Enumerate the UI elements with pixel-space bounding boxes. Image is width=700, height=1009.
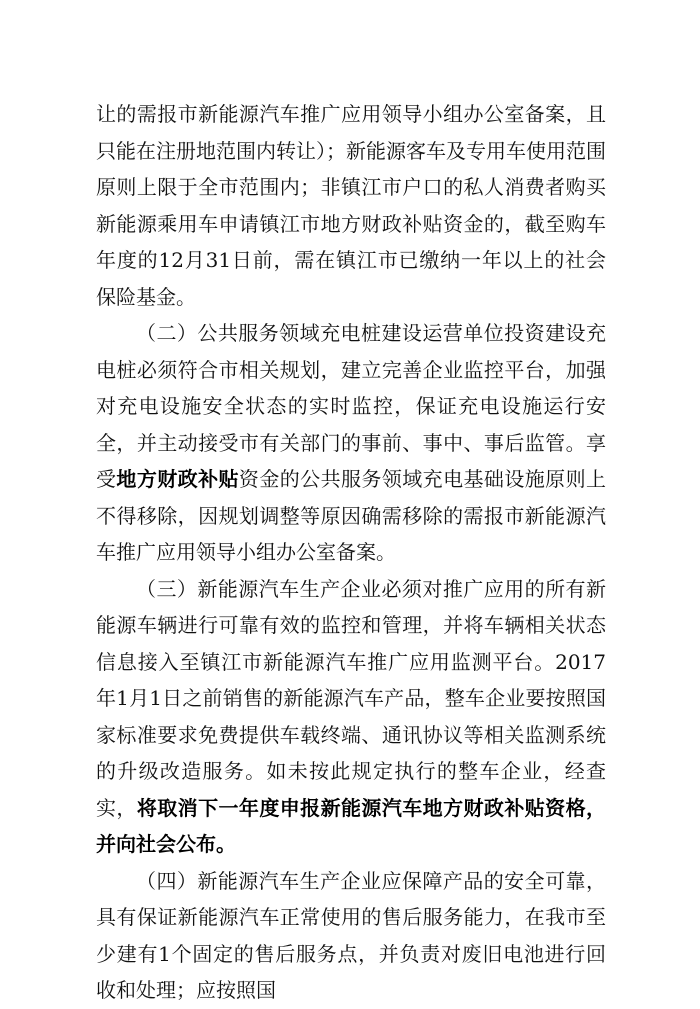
paragraph-section-3 [96,571,606,863]
paragraph-text: 资金的公共服务领域充电基础设施原则上不得移除，因规划调整等原因确需移除的需报市新能源汽车推广应用领导小组办公室备案。 [96,467,607,564]
bold-emphasis: 地方财政补贴 [116,467,239,491]
paragraph-text: （四）新能源汽车生产企业应保障产品的安全可靠，具有保证新能源汽车正常使用的售后服务能力，在我市至少建有1个固定的售后服务点，并负责对废旧电池进行回收和处理；应按照国 [96,868,606,1002]
bold-emphasis: 将取消下一年度申报新能源汽车地方财政补贴资格，并向社会公布。 [96,795,607,856]
paragraph-text: （二）公共服务领域充电桩建设运营单位投资建设充电桩必须符合市相关规划，建立完善企业监控平台，加强对充电设施安全状态的实时监控，保证充电设施运行安全，并主动接受市有关部门的事前、事中、事后监管。享受 [96,321,606,491]
paragraph-continuation [96,96,606,315]
document-page [96,96,606,1009]
paragraph-section-4 [96,863,606,1009]
paragraph-section-2 [96,315,606,571]
paragraph-text: 让的需报市新能源汽车推广应用领导小组办公室备案，且只能在注册地范围内转让）；新能源客车及专用车使用范围原则上限于全市范围内；非镇江市户口的私人消费者购买新能源乘用车申请镇江市地方财政补贴资金的，截至购车年度的12月31日前，需在镇江市已缴纳一年以上的社会保险基金。 [96,102,606,309]
paragraph-text: （三）新能源汽车生产企业必须对推广应用的所有新能源车辆进行可靠有效的监控和管理，并将车辆相关状态信息接入至镇江市新能源汽车推广应用监测平台。2017年1月1日之前销售的新能源汽车产品，整车企业要按照国家标准要求免费提供车载终端、通讯协议等相关监测系统的升级改造服务。如未按此规定执行的整车企业，经查实， [96,576,606,820]
